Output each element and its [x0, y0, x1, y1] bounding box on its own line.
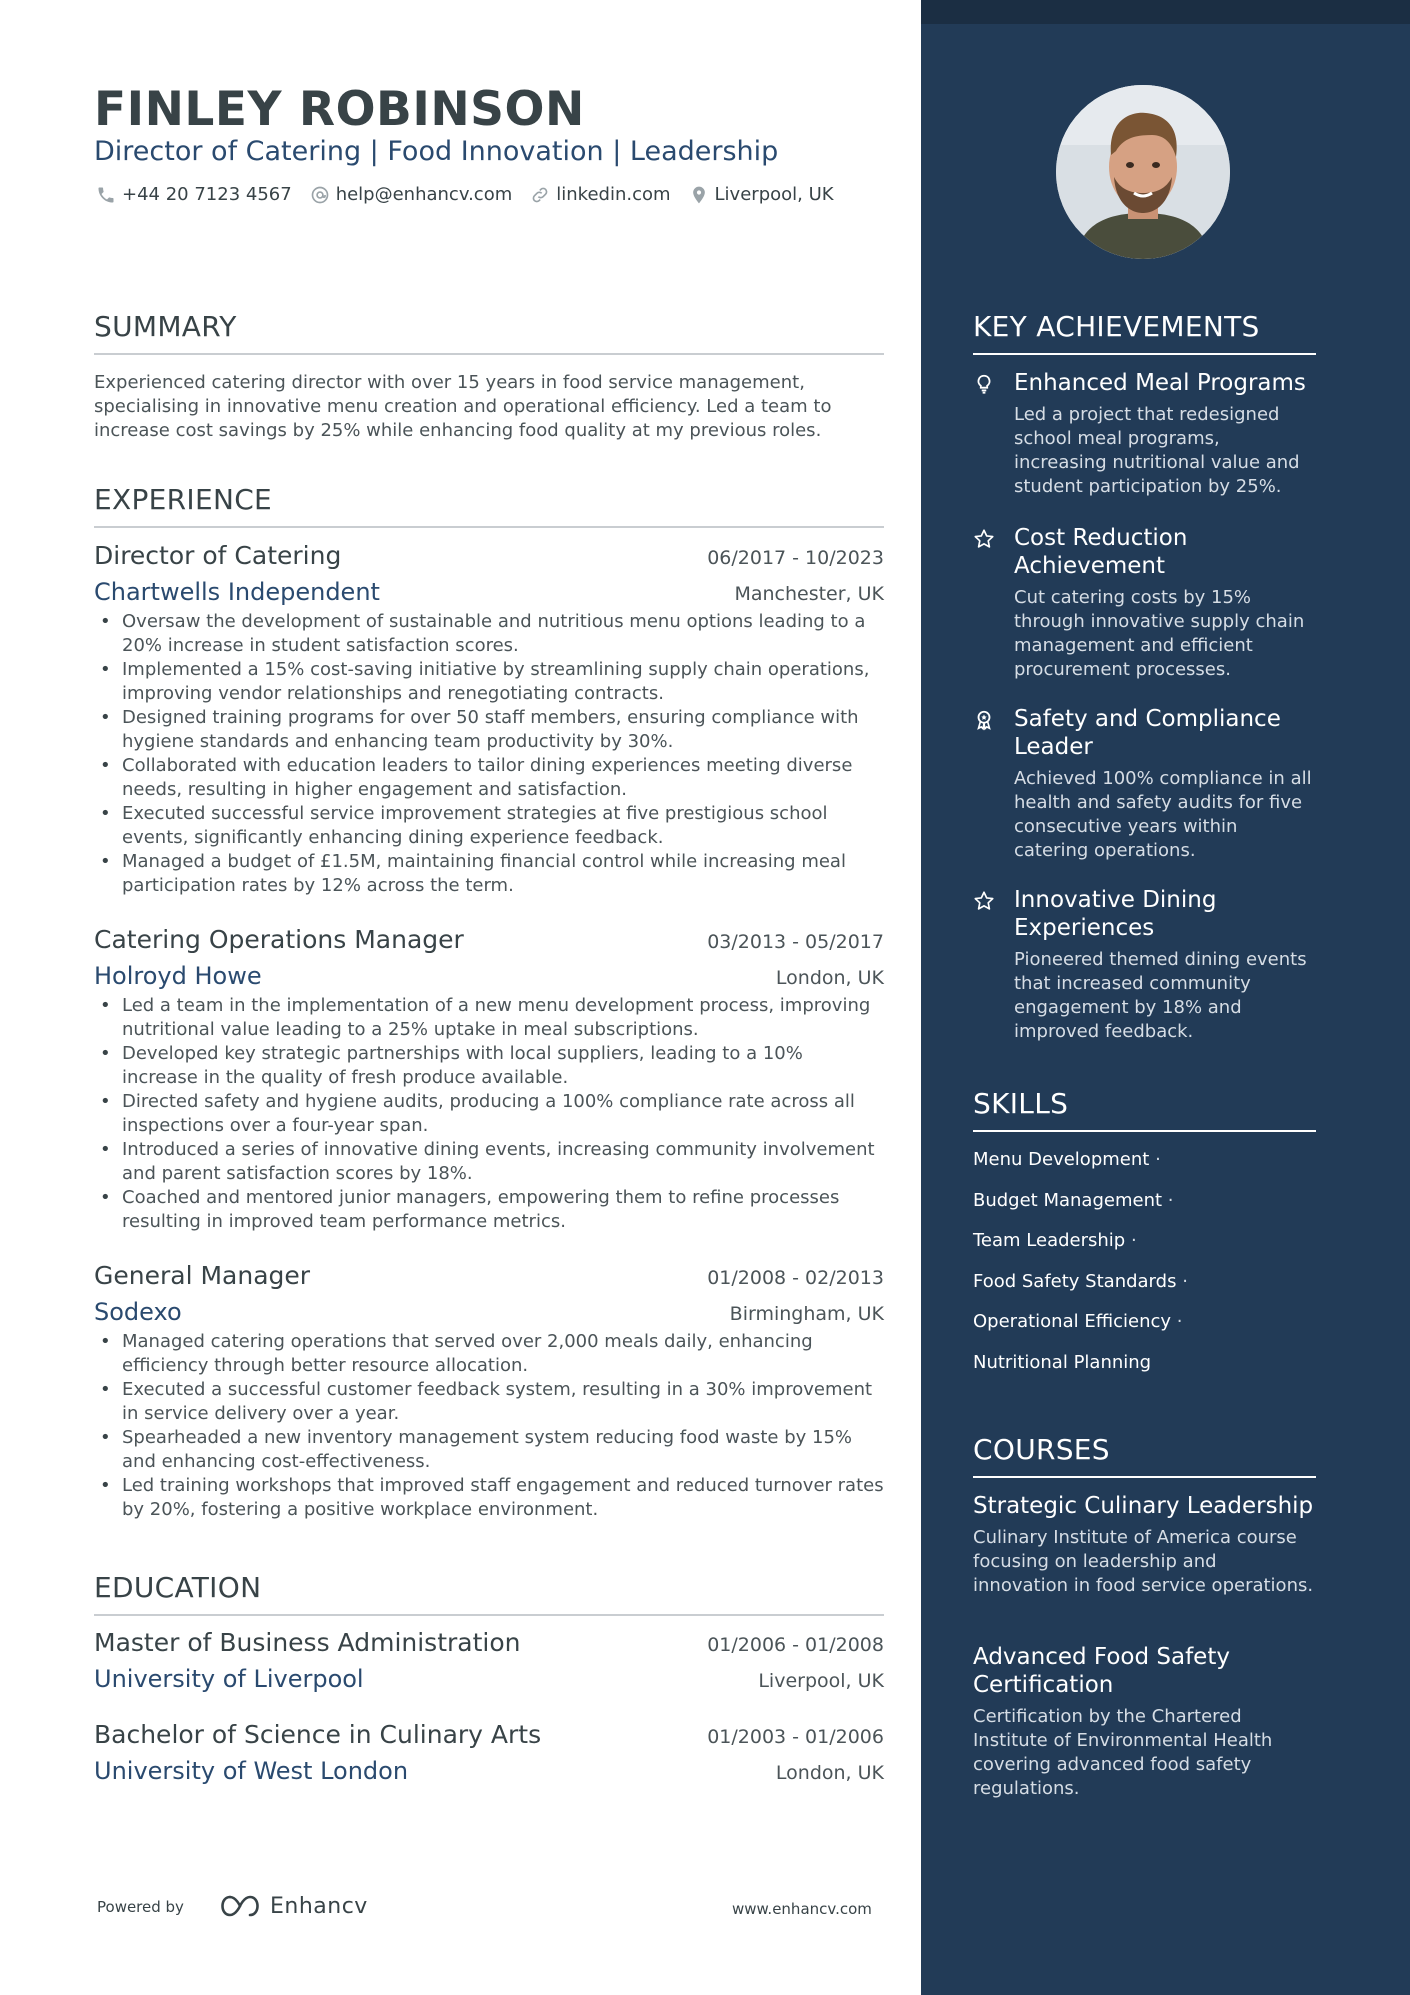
skill-item: Team Leadership · [973, 1230, 1137, 1251]
courses-section [973, 1433, 1316, 1478]
job-bullet: • Developed key strategic partnerships with local suppliers, leading to a 10% increase in the quality of fresh produce available. [94, 1042, 884, 1090]
candidate-name: FINLEY ROBINSON [94, 82, 585, 137]
course-desc: Culinary Institute of America course focusing on leadership and innovation in food service operations. [973, 1527, 1314, 1596]
company-name: Holroyd Howe [94, 962, 262, 990]
job-dates: 03/2013 - 05/2017 [707, 931, 884, 953]
skill-item: Operational Efficiency · [973, 1311, 1183, 1332]
education-entry [94, 1628, 884, 1693]
achievement-desc: Led a project that redesigned school meal programs, increasing nutritional value and student participation by 25%. [1014, 404, 1300, 497]
job-bullet: • Managed a budget of £1.5M, maintaining financial control while increasing meal participation rates by 12% across the term. [94, 850, 884, 898]
contact-location [689, 184, 834, 205]
job-bullet: • Collaborated with education leaders to tailor dining experiences meeting diverse needs, resulting in higher engagement and satisfaction. [94, 754, 884, 802]
job-location: Birmingham, UK [729, 1303, 884, 1325]
contact-email[interactable] [310, 184, 513, 205]
job-location: Manchester, UK [734, 583, 884, 605]
company-name: Chartwells Independent [94, 578, 380, 606]
achievements-section [973, 310, 1316, 355]
education-dates: 01/2006 - 01/2008 [707, 1634, 884, 1656]
job-bullet: • Coached and mentored junior managers, empowering them to refine processes resulting in improved team performance metrics. [94, 1186, 884, 1234]
achievement-desc: Cut catering costs by 15% through innovative supply chain management and efficient procurement processes. [1014, 587, 1305, 680]
skill-item: Menu Development · [973, 1149, 1161, 1170]
course-desc: Certification by the Chartered Institute of Environmental Health covering advanced food safety regulations. [973, 1706, 1273, 1799]
star-icon [973, 890, 995, 912]
avatar-portrait [1056, 85, 1230, 259]
summary-heading: SUMMARY [94, 310, 884, 355]
achievement-item [973, 524, 1316, 682]
linkedin-text: linkedin.com [556, 184, 671, 205]
company-name: Sodexo [94, 1298, 182, 1326]
job-bullet: • Oversaw the development of sustainable and nutritious menu options leading to a 20% increase in student satisfaction scores. [94, 610, 884, 658]
education-heading: EDUCATION [94, 1571, 884, 1616]
contact-bar [96, 184, 852, 205]
job-location: London, UK [775, 967, 884, 989]
job-bullet: • Designed training programs for over 50 staff members, ensuring compliance with hygiene standards and enhancing team productivity by 30%. [94, 706, 884, 754]
job-bullets [94, 994, 884, 1234]
course-title: Advanced Food Safety Certification [973, 1644, 1230, 1698]
education-entry [94, 1720, 884, 1785]
powered-by-label: Powered by [97, 1898, 184, 1916]
experience-heading: EXPERIENCE [94, 483, 884, 528]
achievement-desc: Achieved 100% compliance in all health and safety audits for five consecutive years within catering operations. [1014, 768, 1312, 861]
achievement-item [973, 705, 1316, 863]
job-bullets [94, 1330, 884, 1522]
summary-section [94, 310, 884, 355]
school-name: University of Liverpool [94, 1665, 364, 1693]
experience-section [94, 483, 884, 528]
skills-heading: SKILLS [973, 1087, 1316, 1132]
phone-text: +44 20 7123 4567 [122, 184, 292, 205]
course-item [973, 1643, 1316, 1801]
skills-list [973, 1146, 1316, 1389]
sidebar-top-bar [921, 0, 1410, 24]
job-bullet: • Led training workshops that improved staff engagement and reduced turnover rates by 20%, fostering a positive workplace environment. [94, 1474, 884, 1522]
contact-phone[interactable] [96, 184, 292, 205]
job-entry [94, 925, 884, 1234]
location-pin-icon [689, 185, 709, 205]
school-name: University of West London [94, 1757, 409, 1785]
degree-title: Bachelor of Science in Culinary Arts [94, 1720, 542, 1749]
achievement-desc: Pioneered themed dining events that increased community engagement by 18% and improved feedback. [1014, 949, 1307, 1042]
courses-heading: COURSES [973, 1433, 1316, 1478]
link-icon [530, 185, 550, 205]
job-bullet: • Implemented a 15% cost-saving initiative by streamlining supply chain operations, improving vendor relationships and renegotiating contracts. [94, 658, 884, 706]
skills-section [973, 1087, 1316, 1132]
enhancv-logo-icon [216, 1893, 264, 1919]
summary-text: Experienced catering director with over 15 years in food service management, specialising in innovative menu creation and operational efficiency. Led a team to increase cost savings by 25% while enhancing food quality at my previous roles. [94, 372, 832, 441]
job-dates: 06/2017 - 10/2023 [707, 547, 884, 569]
education-dates: 01/2003 - 01/2006 [707, 1726, 884, 1748]
skill-item: Food Safety Standards · [973, 1270, 1188, 1292]
achievement-item [973, 886, 1316, 1044]
profile-photo [1056, 85, 1230, 259]
star-icon [973, 528, 995, 550]
school-location: Liverpool, UK [758, 1670, 884, 1692]
job-title: Catering Operations Manager [94, 925, 464, 954]
job-title: General Manager [94, 1261, 311, 1290]
course-title: Strategic Culinary Leadership [973, 1493, 1314, 1519]
achievement-item [973, 369, 1316, 499]
enhancv-logo[interactable] [216, 1893, 368, 1919]
job-bullet: • Executed a successful customer feedback system, resulting in a 30% improvement in service delivery over a year. [94, 1378, 884, 1426]
school-location: London, UK [775, 1762, 884, 1784]
achievements-heading: KEY ACHIEVEMENTS [973, 310, 1316, 355]
job-dates: 01/2008 - 02/2013 [707, 1267, 884, 1289]
achievement-title: Enhanced Meal Programs [1014, 370, 1306, 396]
course-item [973, 1492, 1316, 1598]
degree-title: Master of Business Administration [94, 1628, 521, 1657]
email-text: help@enhancv.com [335, 184, 513, 205]
job-bullet: • Led a team in the implementation of a new menu development process, improving nutritional value leading to a 25% uptake in meal subscriptions. [94, 994, 884, 1042]
job-bullet: • Managed catering operations that served over 2,000 meals daily, enhancing efficiency through better resource allocation. [94, 1330, 884, 1378]
job-bullet: • Introduced a series of innovative dining events, increasing community involvement and parent satisfaction scores by 18%. [94, 1138, 884, 1186]
education-section [94, 1571, 884, 1616]
job-title: Director of Catering [94, 541, 342, 570]
job-bullets [94, 610, 884, 898]
location-text: Liverpool, UK [714, 184, 834, 205]
enhancv-brand: Enhancv [270, 1893, 368, 1919]
achievement-title: Innovative Dining Experiences [1014, 887, 1217, 941]
contact-linkedin[interactable] [530, 184, 670, 205]
award-ribbon-icon [973, 709, 995, 731]
candidate-headline: Director of Catering | Food Innovation | Leadership [94, 136, 779, 167]
achievement-title: Cost Reduction Achievement [1014, 525, 1188, 579]
job-bullet: • Executed successful service improvement strategies at five prestigious school events, significantly enhancing dining experience feedback. [94, 802, 884, 850]
achievement-title: Safety and Compliance Leader [1014, 706, 1281, 760]
phone-icon [96, 185, 116, 205]
job-entry [94, 1261, 884, 1522]
skill-item: Nutritional Planning [973, 1351, 1152, 1373]
website-link[interactable]: www.enhancv.com [732, 1900, 872, 1918]
skill-item: Budget Management · [973, 1189, 1174, 1211]
at-icon [310, 185, 330, 205]
lightbulb-icon [973, 373, 995, 395]
job-bullet: • Spearheaded a new inventory management system reducing food waste by 15% and enhancing cost-effectiveness. [94, 1426, 884, 1474]
job-bullet: • Directed safety and hygiene audits, producing a 100% compliance rate across all inspections over a four-year span. [94, 1090, 884, 1138]
job-entry [94, 541, 884, 898]
